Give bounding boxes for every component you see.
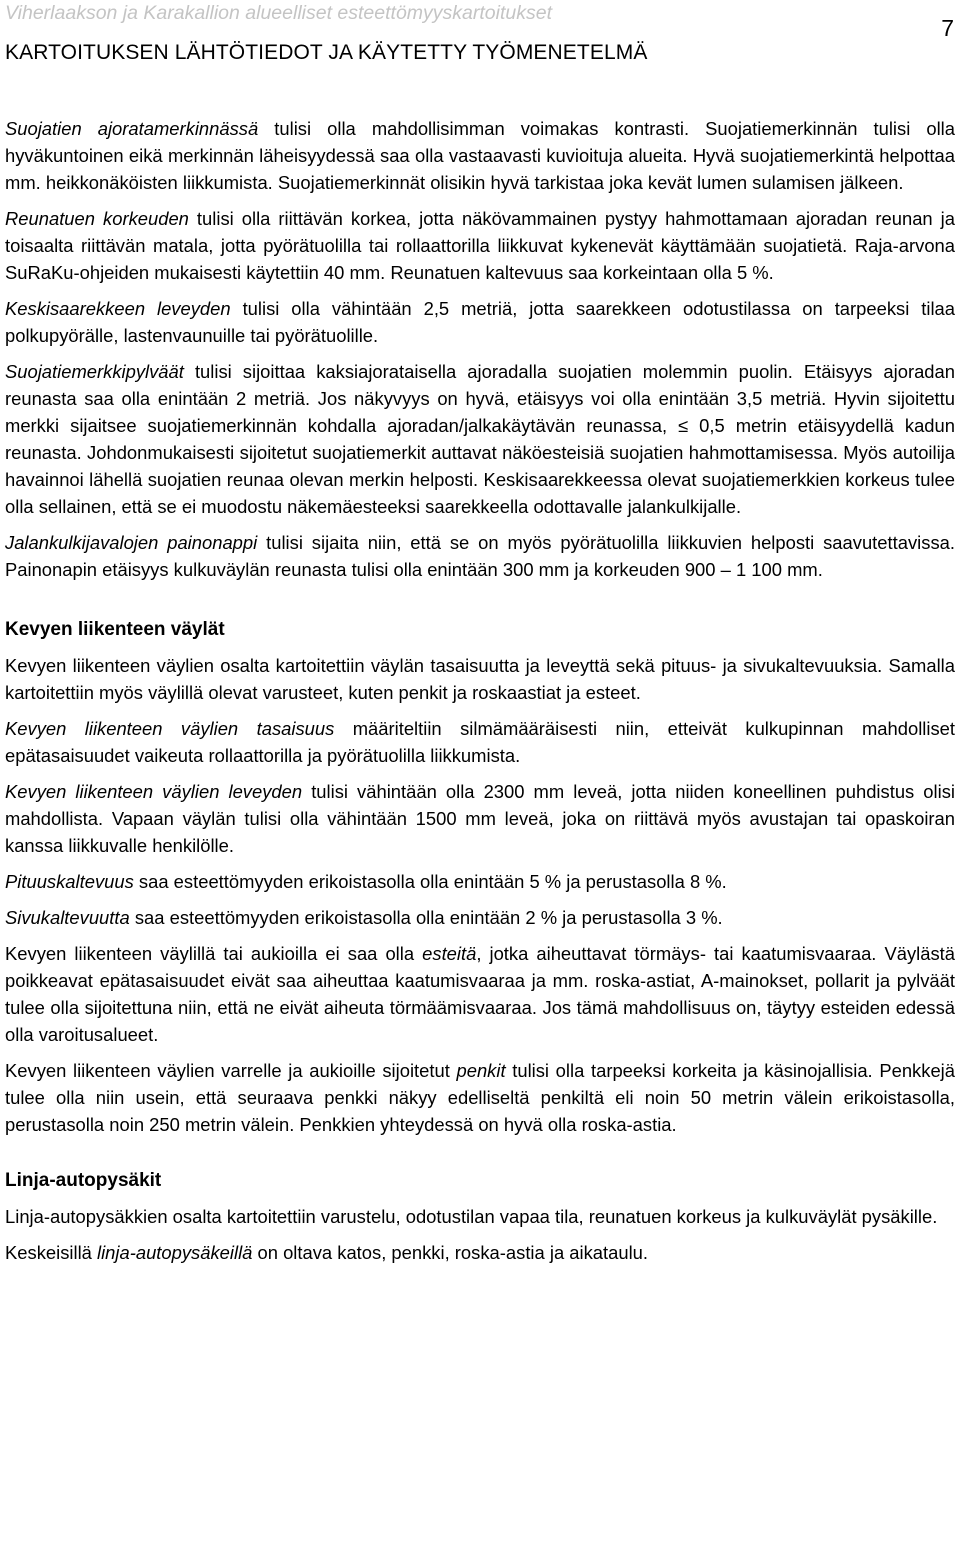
header-title: KARTOITUKSEN LÄHTÖTIEDOT JA KÄYTETTY TYÖMENETELMÄ [5,41,648,64]
paragraph-benches [5,1057,955,1138]
paragraph-bus-stops-equipment [5,1239,955,1266]
term: esteitä [422,943,477,964]
paragraph-longitudinal-slope [5,868,955,895]
paragraph-sign-poles [5,358,955,520]
paragraph-text: tulisi olla tarpeeksi korkeita ja käsinojallisia. Penkkejä tulee olla niin usein, että seuraava penkki näkyy edelliseltä penkiltä eli noin 50 metrin välein erikoistasolla, perustasolla noin 250 metrin välein. Penkkien yhteydessä on hyvä olla roska-astia. [5,1060,955,1135]
paragraph-text: tulisi olla vähintään 2,5 metriä, jotta saarekkeen odotustilassa on tarpeeksi tilaa polkupyörälle, lastenvaunuille tai pyörätuolille. [5,298,955,346]
paragraph-text: tulisi sijoittaa kaksiajorataisella ajoradalla suojatien molemmin puolin. Etäisyys ajoradan reunasta saa olla enintään 2 metriä. Jos näkyvyys on hyvä, etäisyys voi olla enintään 3,5 metriä. Hyvin sijoitettu merkki sijaitsee suojatiemerkinnän kohdalla ajoradan/jalkakäytävän reunassa, ≤ 0,5 metrin etäisyydellä kadun reunasta. Johdonmukaisesti sijoitetut suojatiemerkit auttavat näköesteisiä suojatien hahmottamisessa. Myös autoilija havainnoi lähellä suojatien reunaa olevan merkin helposti. Keskisaarekkeessa olevat suojatiemerkkien korkeus tulee olla sellainen, että se ei muodostu näkemäesteeksi saarekkeella odottavalle jalankulkijalle. [5,361,955,517]
term: Jalankulkijavalojen painonappi [5,532,258,553]
paragraph-bus-stops-intro: Linja-autopysäkkien osalta kartoitettiin varustelu, odotustilan vapaa tila, reunatuen korkeus ja kulkuväylät pysäkille. [5,1206,938,1227]
paragraph-text: tulisi olla mahdollisimman voimakas kontrasti. Suojatiemerkinnän tulisi olla hyväkuntoinen eikä merkinnän läheisyydessä saa olla vastaavasti kuvioituja alueita. Hyvä suojatiemerkintä helpottaa mm. heikkonäköisten liikkumista. Suojatiemerkinnät olisikin hyvä tarkistaa joka kevät lumen sulamisen jälkeen. [5,118,955,193]
header-divider [5,73,955,74]
paragraph-text: tulisi olla riittävän korkea, jotta näkövammainen pystyy hahmottamaan ajoradan reunan ja toisaalta riittävän matala, jotta pyörätuolilla tai rollaattorilla liikkuvat kykenevät käyttämään suojatietä. Raja-arvona SuRaKu-ohjeiden mukaisesti käytettiin 40 mm. Reunatuen kaltevuus saa korkeintaan olla 5 %. [5,208,956,283]
term: Sivukaltevuutta [5,907,130,928]
term: Keskisaarekkeen leveyden [5,298,231,319]
paragraph-curb-height [5,205,955,286]
paragraph-text: saa esteettömyyden erikoistasolla olla enintään 2 % ja perustasolla 3 %. [129,907,723,928]
term: linja-autopysäkeillä [97,1242,253,1263]
section-heading-bus-stops: Linja-autopysäkit [5,1170,162,1191]
document-body [5,115,955,1275]
header-subtitle: Viherlaakson ja Karakallion alueelliset esteettömyyskartoitukset [5,2,553,24]
term: Suojatien ajoratamerkinnässä [5,118,259,139]
paragraph-text: saa esteettömyyden erikoistasolla olla enintään 5 % ja perustasolla 8 %. [133,871,727,892]
paragraph-island-width [5,295,955,349]
section-heading-light-traffic: Kevyen liikenteen väylät [5,619,225,640]
paragraph-obstacles [5,940,955,1048]
paragraph-push-button [5,529,955,583]
paragraph-text: määriteltiin silmämääräisesti niin, etteivät kulkupinnan mahdolliset epätasaisuudet vaikeuta rollaattorilla ja pyörätuolilla liikkumista. [5,718,955,766]
paragraph-text: Kevyen liikenteen väylien varrelle ja aukioille sijoitetut [5,1060,457,1081]
paragraph-crosswalk-marking [5,115,955,196]
paragraph-lateral-slope [5,904,955,931]
paragraph-text: Kevyen liikenteen väylillä tai aukioilla ei saa olla [5,943,423,964]
term: Kevyen liikenteen väylien leveyden [5,781,303,802]
paragraph-text: tulisi vähintään olla 2300 mm leveä, jotta niiden koneellinen puhdistus olisi mahdollista. Vapaan väylän tulisi olla vähintään 1500 mm leveä, joka on riittävä myös avustajan tai opaskoiran kanssa liikkuvalle henkilölle. [5,781,955,856]
term: Reunatuen korkeuden [5,208,189,229]
paragraph-text: on oltava katos, penkki, roska-astia ja aikataulu. [252,1242,649,1263]
paragraph-light-traffic-intro: Kevyen liikenteen väylien osalta kartoitettiin väylän tasaisuutta ja leveyttä sekä pituus- ja sivukaltevuuksia. Samalla kartoitettiin myös väylillä olevat varusteet, kuten penkit ja roskaastiat ja esteet. [5,655,955,703]
paragraph-text: tulisi sijaita niin, että se on myös pyörätuolilla liikkuvien helposti saavutettavissa. Painonapin etäisyys kulkuväylän reunasta tulisi olla enintään 300 mm ja korkeuden 900 – 1 100 mm. [5,532,955,580]
term: Pituuskaltevuus [5,871,134,892]
paragraph-text: , jotka aiheuttavat törmäys- tai kaatumisvaaraa. Väylästä poikkeavat epätasaisuudet eivät saa aiheuttaa kaatumisvaaraa ja mm. roska-astiat, A-mainokset, pollarit ja pylväät tulee olla sijoitettuna niin, että ne eivät aiheuta törmäämisvaaraa. Jos tämä mahdollisuus on, täytyy esteiden edessä olla varoitusalueet. [5,943,955,1045]
paragraph-text: Keskeisillä [5,1242,97,1263]
paragraph-path-width [5,778,955,859]
term: Suojatiemerkkipylväät [5,361,184,382]
page-number: 7 [941,15,954,41]
term: penkit [456,1060,506,1081]
paragraph-flatness [5,715,955,769]
term: Kevyen liikenteen väylien tasaisuus [5,718,335,739]
